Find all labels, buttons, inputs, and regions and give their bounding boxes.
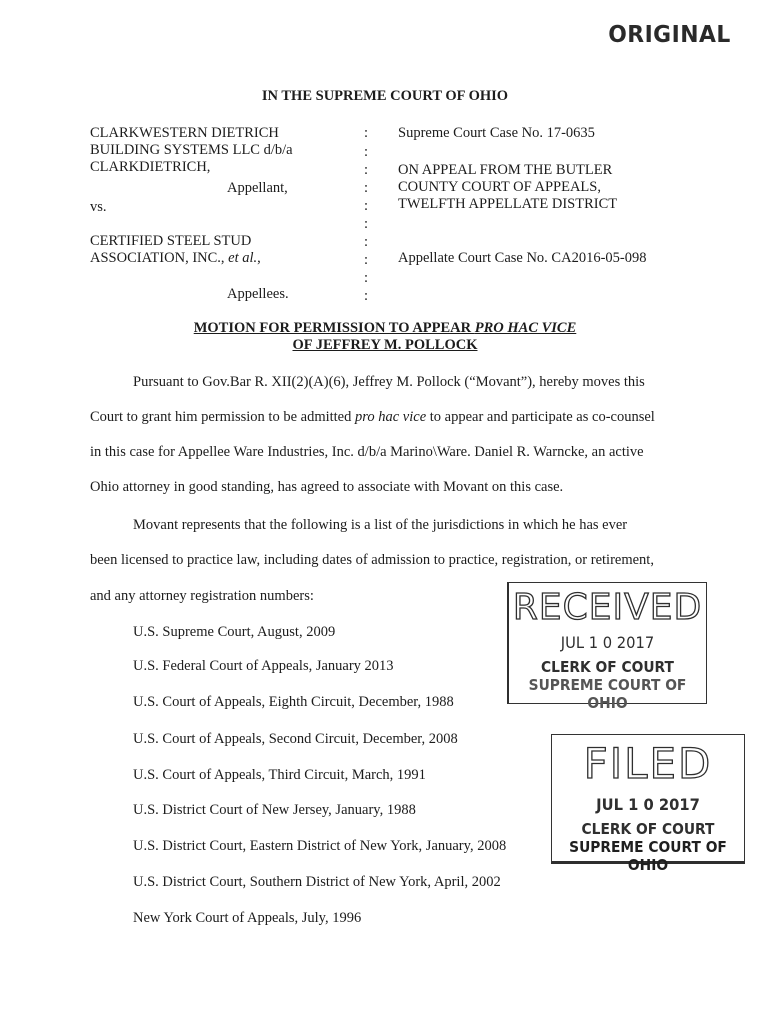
appellant-name-line-3: CLARKDIETRICH, [90,159,211,175]
jurisdiction-item: U.S. Supreme Court, August, 2009 [133,624,336,640]
jurisdiction-item: U.S. Court of Appeals, Second Circuit, December, 2008 [133,731,458,747]
motion-title-main: MOTION FOR PERMISSION TO APPEAR [193,320,475,336]
paragraph-1-line-3: in this case for Appellee Ware Industries, Inc. d/b/a Marino\Ware. Daniel R. Warncke, an active [90,444,644,460]
supreme-court-case-number: Supreme Court Case No. 17-0635 [398,125,595,141]
received-stamp-title: RECEIVED [512,587,703,628]
appellant-name-line-2: BUILDING SYSTEMS LLC d/b/a [90,142,293,158]
caption-colon: : [364,288,369,304]
jurisdiction-item: U.S. District Court, Southern District of New York, April, 2002 [133,874,501,890]
paragraph-2-line-1: Movant represents that the following is a list of the jurisdictions in which he has ever [133,517,628,533]
caption-colon: : [364,270,369,286]
caption-colon: : [364,180,369,196]
received-stamp-court: SUPREME COURT OF OHIO [528,676,687,712]
appellant-name-line-1: CLARKWESTERN DIETRICH [90,125,279,141]
filed-stamp-title: FILED [583,739,713,788]
pro-hac-vice-italic: PRO HAC VICE [474,320,577,336]
paragraph-2-line-3: and any attorney registration numbers: [90,588,314,604]
appellee-name-line-1: CERTIFIED STEEL STUD [90,233,252,249]
appellee-name-comma: , [257,250,261,266]
appellate-court-case-number: Appellate Court Case No. CA2016-05-098 [398,250,647,266]
caption-colon: : [364,234,369,250]
caption-colon: : [364,125,369,141]
appeal-from-line-3: TWELFTH APPELLATE DISTRICT [398,196,618,212]
appellees-label: Appellees. [227,286,289,302]
filed-stamp-court: SUPREME COURT OF OHIO [569,838,727,874]
jurisdiction-item: U.S. Federal Court of Appeals, January 2013 [133,658,394,674]
motion-title-line-2: OF JEFFREY M. POLLOCK [292,337,478,353]
filed-stamp [551,734,745,874]
original-stamp: ORIGINAL [608,22,731,48]
versus-label: vs. [90,199,107,215]
jurisdiction-item: U.S. Court of Appeals, Third Circuit, March, 1991 [133,767,426,783]
appellee-name-main: ASSOCIATION, INC., [90,250,229,266]
caption-colon: : [364,252,369,268]
appellant-label: Appellant, [227,180,288,196]
appeal-from-line-2: COUNTY COURT OF APPEALS, [398,179,601,195]
jurisdiction-item: U.S. District Court of New Jersey, January, 1988 [133,802,416,818]
caption-colon: : [364,216,369,232]
et-al-italic: et al. [228,250,258,266]
pro-hac-vice-inline: pro hac vice [355,409,427,425]
caption-colon: : [364,144,369,160]
paragraph-1-line-2-end: to appear and participate as co-counsel [426,409,655,425]
caption-colon: : [364,198,369,214]
jurisdiction-item: New York Court of Appeals, July, 1996 [133,910,362,926]
jurisdiction-item: U.S. District Court, Eastern District of New York, January, 2008 [133,838,507,854]
appellee-name-line-2 [90,250,261,267]
paragraph-1-line-1: Pursuant to Gov.Bar R. XII(2)(A)(6), Jeffrey M. Pollock (“Movant”), hereby moves this [133,374,645,390]
jurisdiction-item: U.S. Court of Appeals, Eighth Circuit, December, 1988 [133,694,454,710]
motion-title-line-1 [0,320,770,337]
paragraph-2-line-2: been licensed to practice law, including dates of admission to practice, registration, or retirement, [90,552,654,568]
filed-stamp-clerk: CLERK OF COURT [581,820,715,838]
paragraph-1-line-2 [90,409,655,426]
received-stamp-date: JUL 1 0 2017 [560,633,655,652]
court-heading: IN THE SUPREME COURT OF OHIO [261,88,509,104]
received-stamp-clerk: CLERK OF COURT [541,658,674,676]
paragraph-1-line-2-start: Court to grant him permission to be admitted [90,409,355,425]
paragraph-1-line-4: Ohio attorney in good standing, has agreed to associate with Movant on this case. [90,479,564,495]
appeal-from-line-1: ON APPEAL FROM THE BUTLER [398,162,613,178]
caption-colon: : [364,162,369,178]
filed-stamp-date: JUL 1 0 2017 [596,795,700,814]
received-stamp [507,582,707,712]
